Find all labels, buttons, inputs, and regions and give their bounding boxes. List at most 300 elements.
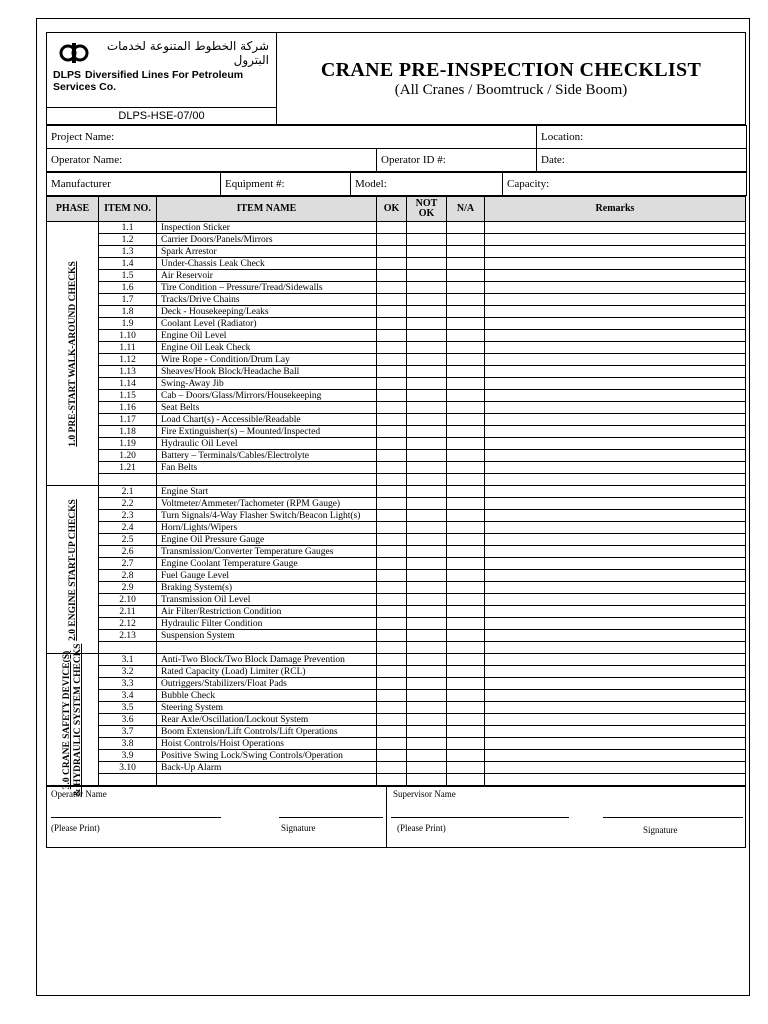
na-checkbox-cell[interactable] — [447, 246, 485, 258]
not-ok-checkbox-cell[interactable] — [407, 474, 447, 486]
ok-checkbox-cell[interactable] — [377, 258, 407, 270]
na-checkbox-cell[interactable] — [447, 390, 485, 402]
manufacturer-field[interactable]: Manufacturer — [47, 173, 221, 196]
remarks-cell[interactable] — [485, 690, 746, 702]
not-ok-checkbox-cell[interactable] — [407, 270, 447, 282]
item-name: Under-Chassis Leak Check — [157, 258, 377, 270]
logo-block — [47, 33, 277, 125]
item-number: 1.7 — [99, 294, 157, 306]
table-row — [47, 318, 746, 330]
ok-checkbox-cell[interactable] — [377, 486, 407, 498]
ok-checkbox-cell[interactable] — [377, 678, 407, 690]
ok-checkbox-cell[interactable] — [377, 342, 407, 354]
item-name — [157, 774, 377, 786]
signature-table — [46, 786, 746, 848]
remarks-cell[interactable] — [485, 510, 746, 522]
capacity-field[interactable]: Capacity: — [503, 173, 747, 196]
table-row — [47, 486, 746, 498]
na-checkbox-cell[interactable] — [447, 234, 485, 246]
item-number: 1.1 — [99, 222, 157, 234]
not-ok-checkbox-cell[interactable] — [407, 438, 447, 450]
na-checkbox-cell[interactable] — [447, 342, 485, 354]
item-name: Turn Signals/4-Way Flasher Switch/Beacon Light(s) — [157, 510, 377, 522]
ok-checkbox-cell[interactable] — [377, 618, 407, 630]
na-checkbox-cell[interactable] — [447, 546, 485, 558]
remarks-cell[interactable] — [485, 270, 746, 282]
item-name: Engine Coolant Temperature Gauge — [157, 558, 377, 570]
phase-label-line2: & HYDRAULIC SYSTEM CHECKS — [72, 643, 83, 796]
item-number: 1.13 — [99, 366, 157, 378]
table-row — [47, 510, 746, 522]
remarks-cell[interactable] — [485, 354, 746, 366]
item-number — [99, 474, 157, 486]
not-ok-checkbox-cell[interactable] — [407, 450, 447, 462]
not-ok-checkbox-cell[interactable] — [407, 222, 447, 234]
remarks-cell[interactable] — [485, 738, 746, 750]
ok-checkbox-cell[interactable] — [377, 714, 407, 726]
not-ok-checkbox-cell[interactable] — [407, 414, 447, 426]
remarks-cell[interactable] — [485, 522, 746, 534]
remarks-cell[interactable] — [485, 282, 746, 294]
not-ok-checkbox-cell[interactable] — [407, 654, 447, 666]
item-number — [99, 642, 157, 654]
na-checkbox-cell[interactable] — [447, 630, 485, 642]
phase-label — [62, 643, 84, 796]
item-name: Anti-Two Block/Two Block Damage Prevention — [157, 654, 377, 666]
col-na: N/A — [447, 197, 485, 222]
na-checkbox-cell[interactable] — [447, 642, 485, 654]
table-row — [47, 246, 746, 258]
item-number — [99, 774, 157, 786]
ok-checkbox-cell[interactable] — [377, 318, 407, 330]
not-ok-checkbox-cell[interactable] — [407, 726, 447, 738]
not-ok-checkbox-cell[interactable] — [407, 702, 447, 714]
col-item-name: ITEM NAME — [157, 197, 377, 222]
item-name: Braking System(s) — [157, 582, 377, 594]
ok-checkbox-cell[interactable] — [377, 246, 407, 258]
ok-checkbox-cell[interactable] — [377, 630, 407, 642]
item-name: Hoist Controls/Hoist Operations — [157, 738, 377, 750]
page-title: CRANE PRE-INSPECTION CHECKLIST — [320, 58, 702, 81]
not-ok-checkbox-cell[interactable] — [407, 330, 447, 342]
na-checkbox-cell[interactable] — [447, 426, 485, 438]
item-number: 1.12 — [99, 354, 157, 366]
location-field[interactable]: Location: — [537, 126, 747, 149]
ok-checkbox-cell[interactable] — [377, 606, 407, 618]
operator-name-line[interactable] — [51, 817, 221, 818]
na-checkbox-cell[interactable] — [447, 486, 485, 498]
not-ok-checkbox-cell[interactable] — [407, 234, 447, 246]
table-row — [47, 234, 746, 246]
equipment-field[interactable]: Equipment #: — [221, 173, 351, 196]
project-name-field[interactable]: Project Name: — [47, 126, 537, 149]
remarks-cell[interactable] — [485, 726, 746, 738]
item-name: Fan Belts — [157, 462, 377, 474]
item-number: 3.3 — [99, 678, 157, 690]
remarks-cell[interactable] — [485, 378, 746, 390]
na-checkbox-cell[interactable] — [447, 498, 485, 510]
table-row — [47, 654, 746, 666]
supervisor-signature-line[interactable] — [603, 817, 743, 818]
na-checkbox-cell[interactable] — [447, 366, 485, 378]
item-name: Voltmeter/Ammeter/Tachometer (RPM Gauge) — [157, 498, 377, 510]
not-ok-checkbox-cell[interactable] — [407, 282, 447, 294]
ok-checkbox-cell[interactable] — [377, 474, 407, 486]
remarks-cell[interactable] — [485, 594, 746, 606]
remarks-cell[interactable] — [485, 438, 746, 450]
remarks-cell[interactable] — [485, 486, 746, 498]
remarks-cell[interactable] — [485, 678, 746, 690]
ok-checkbox-cell[interactable] — [377, 570, 407, 582]
not-ok-checkbox-cell[interactable] — [407, 582, 447, 594]
item-name: Inspection Sticker — [157, 222, 377, 234]
ok-checkbox-cell[interactable] — [377, 234, 407, 246]
not-ok-checkbox-cell[interactable] — [407, 378, 447, 390]
item-number: 1.20 — [99, 450, 157, 462]
not-ok-checkbox-cell[interactable] — [407, 258, 447, 270]
item-number: 2.9 — [99, 582, 157, 594]
table-row — [47, 690, 746, 702]
remarks-cell[interactable] — [485, 414, 746, 426]
ok-checkbox-cell[interactable] — [377, 582, 407, 594]
na-checkbox-cell[interactable] — [447, 450, 485, 462]
ok-checkbox-cell[interactable] — [377, 378, 407, 390]
ok-checkbox-cell[interactable] — [377, 738, 407, 750]
na-checkbox-cell[interactable] — [447, 282, 485, 294]
col-remarks: Remarks — [485, 197, 746, 222]
not-ok-checkbox-cell[interactable] — [407, 498, 447, 510]
not-ok-checkbox-cell[interactable] — [407, 666, 447, 678]
na-checkbox-cell[interactable] — [447, 318, 485, 330]
table-row — [47, 354, 746, 366]
item-name: Spark Arrestor — [157, 246, 377, 258]
ok-checkbox-cell[interactable] — [377, 666, 407, 678]
remarks-cell[interactable] — [485, 330, 746, 342]
table-row — [47, 738, 746, 750]
ok-checkbox-cell[interactable] — [377, 750, 407, 762]
date-field[interactable]: Date: — [537, 149, 747, 172]
table-row — [47, 606, 746, 618]
table-row — [47, 366, 746, 378]
na-checkbox-cell[interactable] — [447, 702, 485, 714]
item-name: Swing-Away Jib — [157, 378, 377, 390]
not-ok-checkbox-cell[interactable] — [407, 546, 447, 558]
not-ok-checkbox-cell[interactable] — [407, 402, 447, 414]
ok-checkbox-cell[interactable] — [377, 426, 407, 438]
not-ok-checkbox-cell[interactable] — [407, 354, 447, 366]
not-ok-checkbox-cell[interactable] — [407, 534, 447, 546]
item-number: 1.2 — [99, 234, 157, 246]
ok-checkbox-cell[interactable] — [377, 510, 407, 522]
item-number: 1.9 — [99, 318, 157, 330]
company-arabic-name: شركة الخطوط المتنوعة لخدمات البترول — [106, 39, 269, 67]
not-ok-checkbox-cell[interactable] — [407, 678, 447, 690]
table-row — [47, 534, 746, 546]
na-checkbox-cell[interactable] — [447, 474, 485, 486]
remarks-cell[interactable] — [485, 654, 746, 666]
remarks-cell[interactable] — [485, 702, 746, 714]
ok-checkbox-cell[interactable] — [377, 414, 407, 426]
not-ok-checkbox-cell[interactable] — [407, 366, 447, 378]
na-checkbox-cell[interactable] — [447, 558, 485, 570]
na-checkbox-cell[interactable] — [447, 222, 485, 234]
na-checkbox-cell[interactable] — [447, 726, 485, 738]
remarks-cell[interactable] — [485, 630, 746, 642]
col-ok: OK — [377, 197, 407, 222]
not-ok-checkbox-cell[interactable] — [407, 462, 447, 474]
phase-cell — [47, 222, 99, 486]
not-ok-checkbox-cell[interactable] — [407, 510, 447, 522]
item-number: 2.5 — [99, 534, 157, 546]
na-checkbox-cell[interactable] — [447, 378, 485, 390]
item-name: Coolant Level (Radiator) — [157, 318, 377, 330]
remarks-cell[interactable] — [485, 342, 746, 354]
ok-checkbox-cell[interactable] — [377, 594, 407, 606]
na-checkbox-cell[interactable] — [447, 270, 485, 282]
item-name: Rear Axle/Oscillation/Lockout System — [157, 714, 377, 726]
remarks-cell[interactable] — [485, 606, 746, 618]
not-ok-checkbox-cell[interactable] — [407, 606, 447, 618]
ok-checkbox-cell[interactable] — [377, 306, 407, 318]
ok-checkbox-cell[interactable] — [377, 546, 407, 558]
item-name: Outriggers/Stabilizers/Float Pads — [157, 678, 377, 690]
item-number: 1.19 — [99, 438, 157, 450]
ok-checkbox-cell[interactable] — [377, 498, 407, 510]
not-ok-checkbox-cell[interactable] — [407, 558, 447, 570]
not-ok-checkbox-cell[interactable] — [407, 570, 447, 582]
item-name: Hydraulic Oil Level — [157, 438, 377, 450]
item-name — [157, 642, 377, 654]
item-number: 2.12 — [99, 618, 157, 630]
remarks-cell[interactable] — [485, 570, 746, 582]
table-row — [47, 474, 746, 486]
ok-checkbox-cell[interactable] — [377, 354, 407, 366]
remarks-cell[interactable] — [485, 618, 746, 630]
not-ok-checkbox-cell[interactable] — [407, 750, 447, 762]
na-checkbox-cell[interactable] — [447, 534, 485, 546]
not-ok-checkbox-cell[interactable] — [407, 774, 447, 786]
remarks-cell[interactable] — [485, 642, 746, 654]
supervisor-name-label: Supervisor Name — [393, 789, 456, 799]
not-ok-checkbox-cell[interactable] — [407, 246, 447, 258]
table-row — [47, 438, 746, 450]
operator-id-field[interactable]: Operator ID #: — [377, 149, 537, 172]
operator-sign-block — [47, 787, 387, 848]
ok-checkbox-cell[interactable] — [377, 270, 407, 282]
not-ok-checkbox-cell[interactable] — [407, 294, 447, 306]
table-row — [47, 342, 746, 354]
phase-label-line1: 3.0 CRANE SAFETY DEVICE(S) — [61, 650, 72, 789]
company-name: Diversified Lines For Petroleum Services Co. — [53, 69, 244, 93]
ok-checkbox-cell[interactable] — [377, 534, 407, 546]
not-ok-checkbox-cell[interactable] — [407, 426, 447, 438]
item-number: 1.17 — [99, 414, 157, 426]
ok-checkbox-cell[interactable] — [377, 438, 407, 450]
table-row — [47, 522, 746, 534]
table-row — [47, 330, 746, 342]
ok-checkbox-cell[interactable] — [377, 762, 407, 774]
remarks-cell[interactable] — [485, 318, 746, 330]
not-ok-checkbox-cell[interactable] — [407, 594, 447, 606]
document-code: DLPS-HSE-07/00 — [47, 107, 276, 124]
na-checkbox-cell[interactable] — [447, 654, 485, 666]
table-row — [47, 726, 746, 738]
item-number: 1.18 — [99, 426, 157, 438]
col-not-ok: NOT OK — [407, 197, 447, 222]
item-name: Back-Up Alarm — [157, 762, 377, 774]
remarks-cell[interactable] — [485, 366, 746, 378]
remarks-cell[interactable] — [485, 450, 746, 462]
item-number: 1.21 — [99, 462, 157, 474]
ok-checkbox-cell[interactable] — [377, 330, 407, 342]
item-name: Seat Belts — [157, 402, 377, 414]
item-number: 3.9 — [99, 750, 157, 762]
table-row — [47, 558, 746, 570]
na-checkbox-cell[interactable] — [447, 678, 485, 690]
model-field[interactable]: Model: — [351, 173, 503, 196]
item-number: 2.13 — [99, 630, 157, 642]
ok-checkbox-cell[interactable] — [377, 390, 407, 402]
operator-signature-line[interactable] — [279, 817, 383, 818]
na-checkbox-cell[interactable] — [447, 510, 485, 522]
ok-checkbox-cell[interactable] — [377, 558, 407, 570]
remarks-cell[interactable] — [485, 714, 746, 726]
na-checkbox-cell[interactable] — [447, 462, 485, 474]
remarks-cell[interactable] — [485, 750, 746, 762]
remarks-cell[interactable] — [485, 426, 746, 438]
item-number: 3.4 — [99, 690, 157, 702]
na-checkbox-cell[interactable] — [447, 354, 485, 366]
ok-checkbox-cell[interactable] — [377, 402, 407, 414]
company-abbr: DLPS — [53, 69, 82, 81]
na-checkbox-cell[interactable] — [447, 330, 485, 342]
operator-name-label: Operator Name — [51, 789, 107, 799]
remarks-cell[interactable] — [485, 234, 746, 246]
not-ok-checkbox-cell[interactable] — [407, 762, 447, 774]
na-checkbox-cell[interactable] — [447, 774, 485, 786]
phase-label: 1.0 PRE-START WALK-AROUND CHECKS — [67, 260, 78, 447]
supervisor-name-line[interactable] — [391, 817, 569, 818]
table-row — [47, 270, 746, 282]
remarks-cell[interactable] — [485, 558, 746, 570]
na-checkbox-cell[interactable] — [447, 750, 485, 762]
ok-checkbox-cell[interactable] — [377, 366, 407, 378]
not-ok-checkbox-cell[interactable] — [407, 306, 447, 318]
item-name: Air Reservoir — [157, 270, 377, 282]
na-checkbox-cell[interactable] — [447, 522, 485, 534]
na-checkbox-cell[interactable] — [447, 594, 485, 606]
not-ok-checkbox-cell[interactable] — [407, 486, 447, 498]
remarks-cell[interactable] — [485, 762, 746, 774]
remarks-cell[interactable] — [485, 306, 746, 318]
na-checkbox-cell[interactable] — [447, 666, 485, 678]
item-name: Steering System — [157, 702, 377, 714]
remarks-cell[interactable] — [485, 294, 746, 306]
item-number: 1.14 — [99, 378, 157, 390]
remarks-cell[interactable] — [485, 390, 746, 402]
na-checkbox-cell[interactable] — [447, 714, 485, 726]
not-ok-checkbox-cell[interactable] — [407, 342, 447, 354]
item-name: Rated Capacity (Load) Limiter (RCL) — [157, 666, 377, 678]
page-subtitle: (All Cranes / Boomtruck / Side Boom) — [394, 81, 628, 98]
item-number: 3.6 — [99, 714, 157, 726]
ok-checkbox-cell[interactable] — [377, 702, 407, 714]
table-row — [47, 618, 746, 630]
ok-checkbox-cell[interactable] — [377, 450, 407, 462]
item-number: 1.5 — [99, 270, 157, 282]
item-number: 1.11 — [99, 342, 157, 354]
ok-checkbox-cell[interactable] — [377, 654, 407, 666]
item-name: Positive Swing Lock/Swing Controls/Operation — [157, 750, 377, 762]
na-checkbox-cell[interactable] — [447, 690, 485, 702]
na-checkbox-cell[interactable] — [447, 606, 485, 618]
ok-checkbox-cell[interactable] — [377, 282, 407, 294]
not-ok-checkbox-cell[interactable] — [407, 390, 447, 402]
item-name: Tire Condition – Pressure/Tread/Sidewalls — [157, 282, 377, 294]
info-table — [46, 125, 747, 172]
operator-name-field[interactable]: Operator Name: — [47, 149, 377, 172]
na-checkbox-cell[interactable] — [447, 306, 485, 318]
remarks-cell[interactable] — [485, 474, 746, 486]
not-ok-checkbox-cell[interactable] — [407, 630, 447, 642]
remarks-cell[interactable] — [485, 222, 746, 234]
remarks-cell[interactable] — [485, 246, 746, 258]
not-ok-checkbox-cell[interactable] — [407, 690, 447, 702]
remarks-cell[interactable] — [485, 258, 746, 270]
not-ok-checkbox-cell[interactable] — [407, 618, 447, 630]
remarks-cell[interactable] — [485, 534, 746, 546]
item-number: 2.7 — [99, 558, 157, 570]
ok-checkbox-cell[interactable] — [377, 522, 407, 534]
not-ok-checkbox-cell[interactable] — [407, 738, 447, 750]
ok-checkbox-cell[interactable] — [377, 726, 407, 738]
remarks-cell[interactable] — [485, 774, 746, 786]
not-ok-checkbox-cell[interactable] — [407, 318, 447, 330]
ok-checkbox-cell[interactable] — [377, 294, 407, 306]
remarks-cell[interactable] — [485, 666, 746, 678]
company-name-line — [53, 69, 276, 93]
ok-checkbox-cell[interactable] — [377, 222, 407, 234]
item-name: Transmission/Converter Temperature Gauges — [157, 546, 377, 558]
na-checkbox-cell[interactable] — [447, 582, 485, 594]
item-name: Fire Extinguisher(s) – Mounted/Inspected — [157, 426, 377, 438]
na-checkbox-cell[interactable] — [447, 414, 485, 426]
ok-checkbox-cell[interactable] — [377, 642, 407, 654]
na-checkbox-cell[interactable] — [447, 570, 485, 582]
remarks-cell[interactable] — [485, 462, 746, 474]
item-number: 3.10 — [99, 762, 157, 774]
remarks-cell[interactable] — [485, 546, 746, 558]
not-ok-checkbox-cell[interactable] — [407, 642, 447, 654]
ok-checkbox-cell[interactable] — [377, 462, 407, 474]
na-checkbox-cell[interactable] — [447, 618, 485, 630]
na-checkbox-cell[interactable] — [447, 294, 485, 306]
not-ok-checkbox-cell[interactable] — [407, 714, 447, 726]
na-checkbox-cell[interactable] — [447, 762, 485, 774]
na-checkbox-cell[interactable] — [447, 438, 485, 450]
item-number: 2.10 — [99, 594, 157, 606]
not-ok-checkbox-cell[interactable] — [407, 522, 447, 534]
table-row — [47, 306, 746, 318]
na-checkbox-cell[interactable] — [447, 738, 485, 750]
remarks-cell[interactable] — [485, 498, 746, 510]
remarks-cell[interactable] — [485, 402, 746, 414]
ok-checkbox-cell[interactable] — [377, 690, 407, 702]
na-checkbox-cell[interactable] — [447, 402, 485, 414]
remarks-cell[interactable] — [485, 582, 746, 594]
ok-checkbox-cell[interactable] — [377, 774, 407, 786]
na-checkbox-cell[interactable] — [447, 258, 485, 270]
